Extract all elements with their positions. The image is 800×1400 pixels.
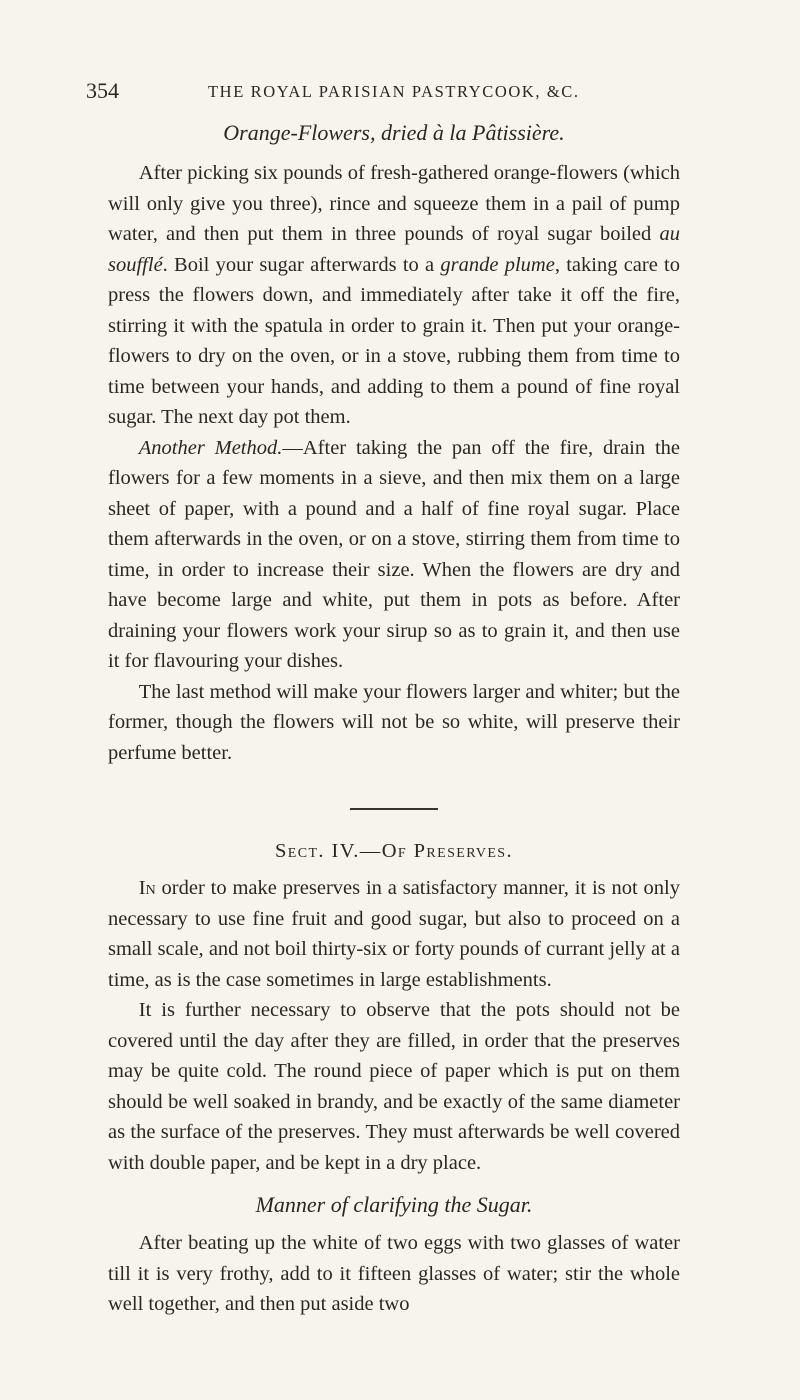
preserves-section-title: Sect. IV.—Of Preserves.: [274, 840, 514, 862]
clarifying-sugar-paragraph: After beating up the white of two eggs with two glasses of water till it is very frothy, add to it fifteen glasses of water; stir the whole well together, and then put aside two: [108, 1232, 680, 1315]
orange-flowers-paragraph-1: After picking six pounds of fresh-gathered orange-flowers (which will only give you three), rince and squeeze them in a pail of pump water, and then put them in three pounds of royal sugar boiled au soufflé. Boil your sugar afterwards to a grande plume, taking care to press the flowers down, and immediately after take it off the fire, stirring it with the spatula in order to grain it. Then put your orange-flowers to dry on the oven, or in a stove, rubbing them from time to time between your hands, and adding to them a pound of fine royal sugar. The next day pot them.: [108, 162, 681, 428]
another-method-paragraph: Another Method.—After taking the pan off the fire, drain the flowers for a few moments in a sieve, and then mix them on a large sheet of paper, with a pound and a half of fine royal sugar. Place them afterwards in the oven, or on a stove, stirring them from time to time, in order to increase their size. When the flowers are dry and have become large and white, put them in pots as before. After draining your flowers work your sirup so as to grain it, and then use it for flavouring your dishes.: [108, 436, 680, 672]
section-divider: [350, 808, 438, 810]
orange-flowers-paragraph-3: The last method will make your flowers larger and whiter; but the former, though the flowers will not be so white, will preserve their perfume better.: [108, 680, 680, 764]
page-number: 354: [86, 78, 119, 103]
clarifying-sugar-heading: Manner of clarifying the Sugar.: [255, 1192, 533, 1217]
running-head-title: THE ROYAL PARISIAN PASTRYCOOK, &C.: [208, 82, 580, 101]
orange-flowers-heading: Orange-Flowers, dried à la Pâtissière.: [223, 120, 565, 145]
preserves-paragraph-2: It is further necessary to observe that the pots should not be covered until the day after they are filled, in order that the preserves may be quite cold. The round piece of paper which is put on them should be well soaked in brandy, and be exactly of the same diameter as the surface of the preserves. They must afterwards be well covered with double paper, and be kept in a dry place.: [108, 999, 680, 1174]
book-page: [86, 78, 681, 1320]
running-head: [86, 78, 680, 114]
preserves-paragraph-1: In order to make preserves in a satisfactory manner, it is not only necessary to use fine fruit and good sugar, but also to proceed on a small scale, and not boil thirty-six or forty pounds of currant jelly at a time, as is the case sometimes in large establishments.: [108, 877, 680, 991]
